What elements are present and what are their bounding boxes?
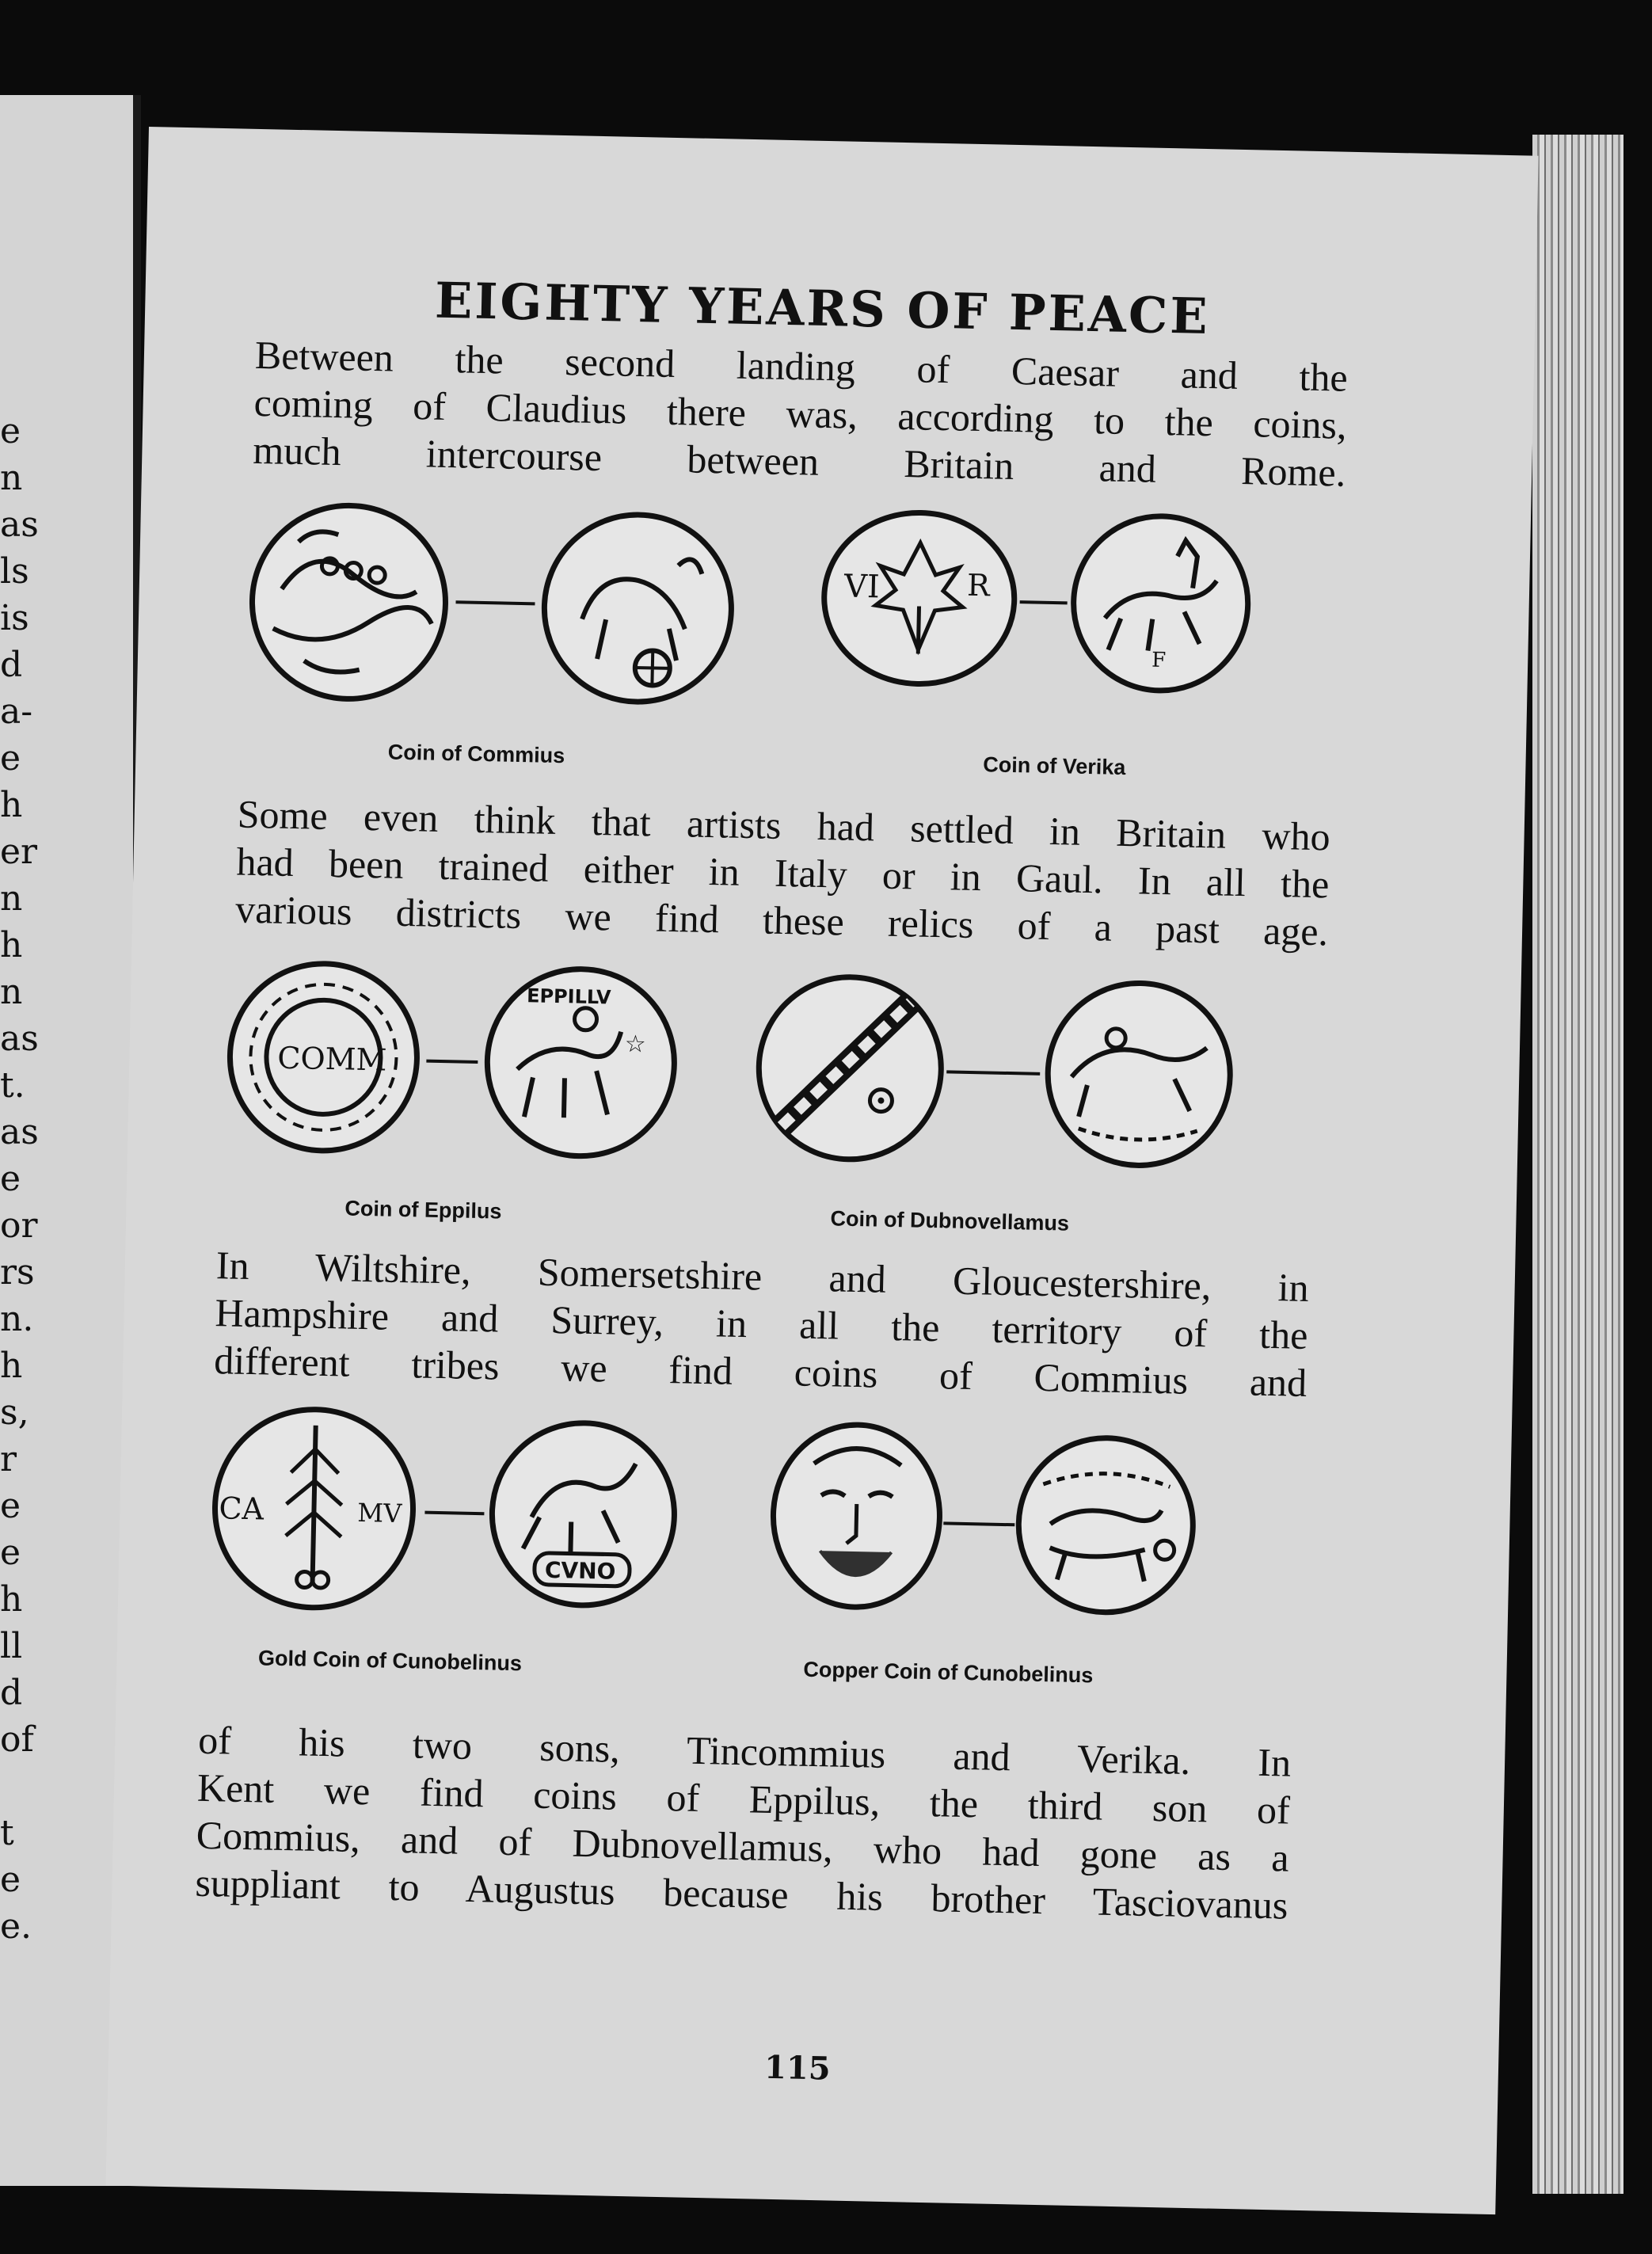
text-line: suppliant to Augustus because his brother Tasciovanus: [195, 1860, 1288, 1928]
previous-page-fragment: is: [0, 598, 29, 638]
text-line: much intercourse between Britain and Rome.: [252, 427, 1346, 495]
caption-eppilus: Coin of Eppilus: [344, 1196, 502, 1224]
previous-page-fragment: t: [0, 1813, 14, 1853]
coin-commius-reverse: [533, 499, 744, 717]
coin-connector: [943, 1521, 1014, 1526]
text-line: In Wiltshire, Somersetshire and Gloucestershire, in: [215, 1243, 1310, 1310]
previous-page-fragment: a-: [0, 691, 33, 732]
text-line: of his two sons, Tincommius and Verika. In: [197, 1717, 1292, 1785]
coin-eppilus-reverse: [476, 958, 686, 1167]
text-line: different tribes we find coins of Commius and: [213, 1338, 1308, 1405]
paragraph-1: [253, 331, 1348, 497]
coin-dubnovellamus-obverse: [749, 967, 951, 1169]
book-page: [106, 127, 1539, 2214]
text-line: Kent we find coins of Eppilus, the third son of: [196, 1765, 1291, 1833]
text-line: Some even think that artists had settled in Britain who: [237, 791, 1331, 859]
previous-page-fragment: h: [0, 925, 23, 965]
caption-gold-cunobelinus: Gold Coin of Cunobelinus: [257, 1646, 523, 1676]
previous-page-fragment: h: [0, 1579, 23, 1620]
text-line: had been trained either in Italy or in Gaul. In all the: [236, 839, 1330, 907]
text-line: Commius, and of Dubnovellamus, who had gone as a: [196, 1812, 1290, 1880]
coin-connector: [455, 600, 535, 605]
coin-verika-reverse: [1064, 506, 1258, 700]
coin-cunobelinus-copper-obverse: [763, 1415, 950, 1617]
text-line: various districts we find these relics of a past age.: [234, 886, 1329, 954]
caption-commius: Coin of Commius: [387, 740, 565, 768]
previous-page-fragment: d: [0, 1673, 23, 1713]
coin-inscription: CA: [219, 1491, 265, 1527]
paragraph-2: [235, 790, 1330, 956]
previous-page-fragment: ll: [0, 1626, 23, 1666]
previous-page-fragment: n: [0, 458, 23, 498]
previous-page-text-fragments: [0, 408, 39, 1950]
previous-page-fragment: e: [0, 738, 21, 779]
previous-page-fragment: or: [0, 1205, 38, 1246]
previous-page-fragment: rs: [0, 1252, 35, 1293]
svg-text:F: F: [1151, 648, 1167, 673]
previous-page-fragment: s,: [0, 1392, 29, 1433]
text-line: Between the second landing of Caesar and the: [254, 332, 1349, 400]
previous-page-fragment: e: [0, 1532, 21, 1573]
paragraph-3: [214, 1241, 1309, 1407]
previous-page-fragment: as: [0, 504, 39, 545]
previous-page-fragment: e.: [0, 1906, 32, 1947]
previous-page-fragment: e: [0, 1860, 21, 1900]
coin-inscription: CVNO: [544, 1556, 616, 1585]
coin-verika-obverse: [814, 501, 1024, 695]
previous-page-fragment: e: [0, 1159, 21, 1199]
previous-page-fragment: ls: [0, 551, 29, 592]
coin-dubnovellamus-reverse: [1038, 973, 1240, 1175]
previous-page-fragment: er: [0, 832, 38, 872]
previous-page-fragment: as: [0, 1018, 39, 1059]
previous-page-fragment: h: [0, 785, 23, 825]
caption-dubnovellamus: Coin of Dubnovellamus: [830, 1206, 1070, 1236]
previous-page-fragment: [0, 1763, 32, 1810]
coin-eppilus-obverse: [219, 952, 428, 1162]
previous-page-fragment: n: [0, 878, 23, 919]
coin-inscription: EPPILLV: [526, 984, 611, 1009]
svg-text:☆: ☆: [624, 1030, 647, 1059]
previous-page-fragment: h: [0, 1346, 23, 1386]
paragraph-4: [195, 1716, 1292, 1929]
page-title: EIGHTY YEARS OF PEACE: [434, 271, 1211, 346]
page-stack-edge: [1532, 135, 1623, 2194]
coin-connector: [1020, 600, 1068, 604]
coin-inscription: R: [966, 567, 991, 603]
coin-connector: [426, 1060, 478, 1064]
text-line: Hampshire and Surrey, in all the territory of the: [215, 1290, 1308, 1357]
coin-connector: [424, 1511, 484, 1516]
text-line: coming of Claudius there was, according to the coins,: [253, 379, 1348, 447]
page-number: 115: [763, 2048, 832, 2088]
previous-page-fragment: d: [0, 645, 23, 685]
coin-cunobelinus-copper-reverse: [1009, 1428, 1203, 1622]
coin-cunobelinus-gold-obverse: [201, 1399, 428, 1618]
previous-page-fragment: as: [0, 1112, 39, 1152]
caption-copper-cunobelinus: Copper Coin of Cunobelinus: [803, 1657, 1094, 1688]
coin-inscription: MV: [357, 1497, 402, 1529]
previous-page-fragment: r: [0, 1439, 17, 1479]
coin-inscription: COMM: [276, 1040, 387, 1078]
previous-page-fragment: e: [0, 411, 21, 451]
previous-page-fragment: e: [0, 1486, 21, 1526]
coin-connector: [946, 1070, 1040, 1075]
previous-page-fragment: t.: [0, 1065, 25, 1106]
coin-inscription: VI: [843, 568, 881, 606]
previous-page-fragment: of: [0, 1719, 34, 1760]
previous-page-fragment: n: [0, 972, 23, 1012]
previous-page-fragment: n.: [0, 1299, 34, 1339]
coin-commius-obverse: [240, 493, 459, 712]
coin-cunobelinus-gold-reverse: [482, 1413, 684, 1615]
caption-verika: Coin of Verika: [983, 752, 1126, 780]
